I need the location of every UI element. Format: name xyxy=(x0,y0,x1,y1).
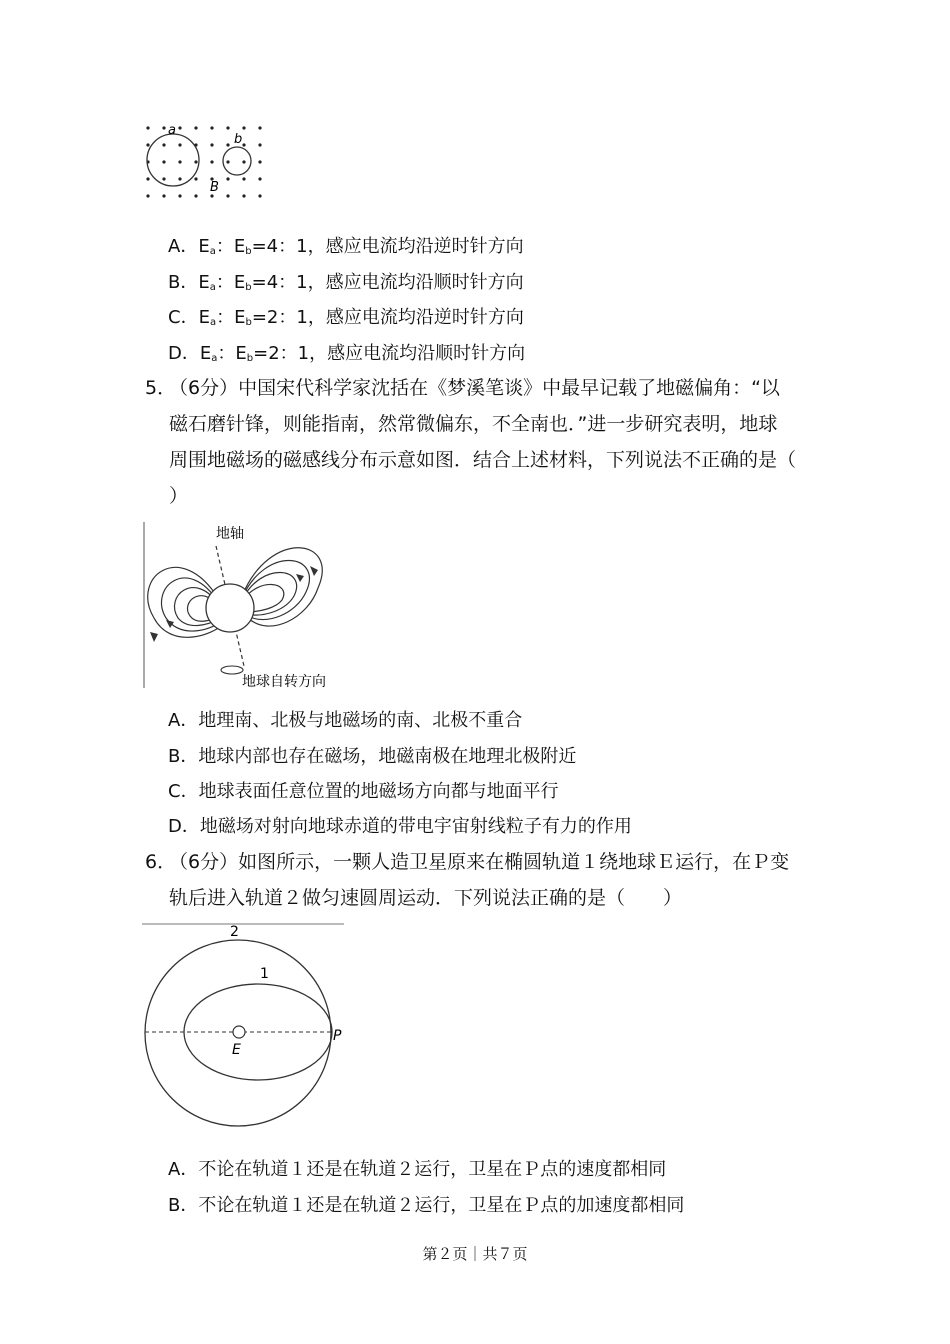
field-dot xyxy=(162,143,165,146)
label-E: E xyxy=(232,1042,241,1058)
field-dot xyxy=(178,177,181,180)
label-a: a xyxy=(168,123,176,138)
page-footer: 第２页｜共７页 xyxy=(422,1245,528,1263)
q4-option-b: B．$E_a$：$E_b=4$：1，感应电流均沿顺时针方向 xyxy=(168,272,524,293)
label-P: P xyxy=(333,1028,342,1044)
label-1: 1 xyxy=(260,966,269,982)
field-dot xyxy=(242,177,245,180)
field-dot xyxy=(146,177,149,180)
field-dot xyxy=(210,126,213,129)
q5-line-3: 周围地磁场的磁感线分布示意如图．结合上述材料，下列说法不正确的是（ xyxy=(169,449,797,471)
field-dot xyxy=(162,160,165,163)
rotation-indicator xyxy=(221,666,243,674)
q4-option-a: A．$E_a$：$E_b=4$：1，感应电流均沿逆时针方向 xyxy=(168,236,524,257)
field-dots xyxy=(146,126,261,197)
loop-a xyxy=(147,134,199,186)
field-dot xyxy=(178,143,181,146)
q6-option-a: A．不论在轨道１还是在轨道２运行，卫星在Ｐ点的速度都相同 xyxy=(168,1159,667,1180)
field-dot xyxy=(210,160,213,163)
field-lines-right xyxy=(242,548,322,626)
field-dot xyxy=(146,126,149,129)
label-2: 2 xyxy=(230,924,239,940)
field-dot xyxy=(194,177,197,180)
q6-option-b: B．不论在轨道１还是在轨道２运行，卫星在Ｐ点的加速度都相同 xyxy=(168,1195,685,1216)
earth xyxy=(206,584,254,632)
q5-option-b: B．地球内部也存在磁场，地磁南极在地理北极附近 xyxy=(168,746,577,767)
field-dot xyxy=(162,177,165,180)
field-dot xyxy=(194,160,197,163)
field-dot xyxy=(226,126,229,129)
field-dot xyxy=(178,160,181,163)
q6-figure xyxy=(140,920,350,1132)
q5-stem xyxy=(145,370,825,514)
q6-line-2: 轨后进入轨道２做匀速圆周运动．下列说法正确的是（ ） xyxy=(169,887,683,909)
field-dot xyxy=(258,177,261,180)
field-dot xyxy=(162,194,165,197)
label-B: B xyxy=(210,180,219,195)
field-dot xyxy=(242,143,245,146)
q5-line-2: 磁石磨针锋，则能指南，然常微偏东，不全南也．”进一步研究表明，地球 xyxy=(169,413,778,435)
q5-option-c: C．地球表面任意位置的地磁场方向都与地面平行 xyxy=(168,781,559,802)
q6-number: 6． xyxy=(145,851,177,873)
field-dot xyxy=(258,160,261,163)
label-b: b xyxy=(234,132,243,147)
q4-figure xyxy=(140,120,272,204)
field-dot xyxy=(146,194,149,197)
field-dot xyxy=(258,194,261,197)
q6-line-1: （6分）如图所示，一颗人造卫星原来在椭圆轨道１绕地球Ｅ运行，在Ｐ变 xyxy=(169,851,790,873)
q5-option-a: A．地理南、北极与地磁场的南、北极不重合 xyxy=(168,710,523,731)
earth-E xyxy=(233,1026,245,1038)
q5-line-4: ） xyxy=(169,485,189,507)
q6-stem xyxy=(145,844,825,916)
axis-label: 地轴 xyxy=(216,526,244,542)
q5-option-d: D．地磁场对射向地球赤道的带电宇宙射线粒子有力的作用 xyxy=(168,816,632,837)
field-dot xyxy=(226,194,229,197)
field-dot xyxy=(194,126,197,129)
field-dot xyxy=(162,126,165,129)
field-dot xyxy=(258,126,261,129)
rotation-label: 地球自转方向 xyxy=(242,674,326,690)
field-dot xyxy=(226,143,229,146)
field-dot xyxy=(226,177,229,180)
field-dot xyxy=(194,194,197,197)
q5-number: 5． xyxy=(145,377,177,399)
field-dot xyxy=(242,126,245,129)
field-dot xyxy=(242,194,245,197)
field-dot xyxy=(258,143,261,146)
field-dot xyxy=(146,143,149,146)
q5-line-1: （6分）中国宋代科学家沈括在《梦溪笔谈》中最早记载了地磁偏角：“以 xyxy=(169,377,780,399)
q4-option-c: C．$E_a$：$E_b=2$：1，感应电流均沿逆时针方向 xyxy=(168,307,524,328)
q5-figure xyxy=(140,518,350,694)
field-dot xyxy=(210,143,213,146)
field-dot xyxy=(178,126,181,129)
field-dot xyxy=(226,160,229,163)
field-dot xyxy=(178,194,181,197)
q4-option-d: D．$E_a$：$E_b=2$：1，感应电流均沿顺时针方向 xyxy=(168,343,526,364)
field-dot xyxy=(242,160,245,163)
